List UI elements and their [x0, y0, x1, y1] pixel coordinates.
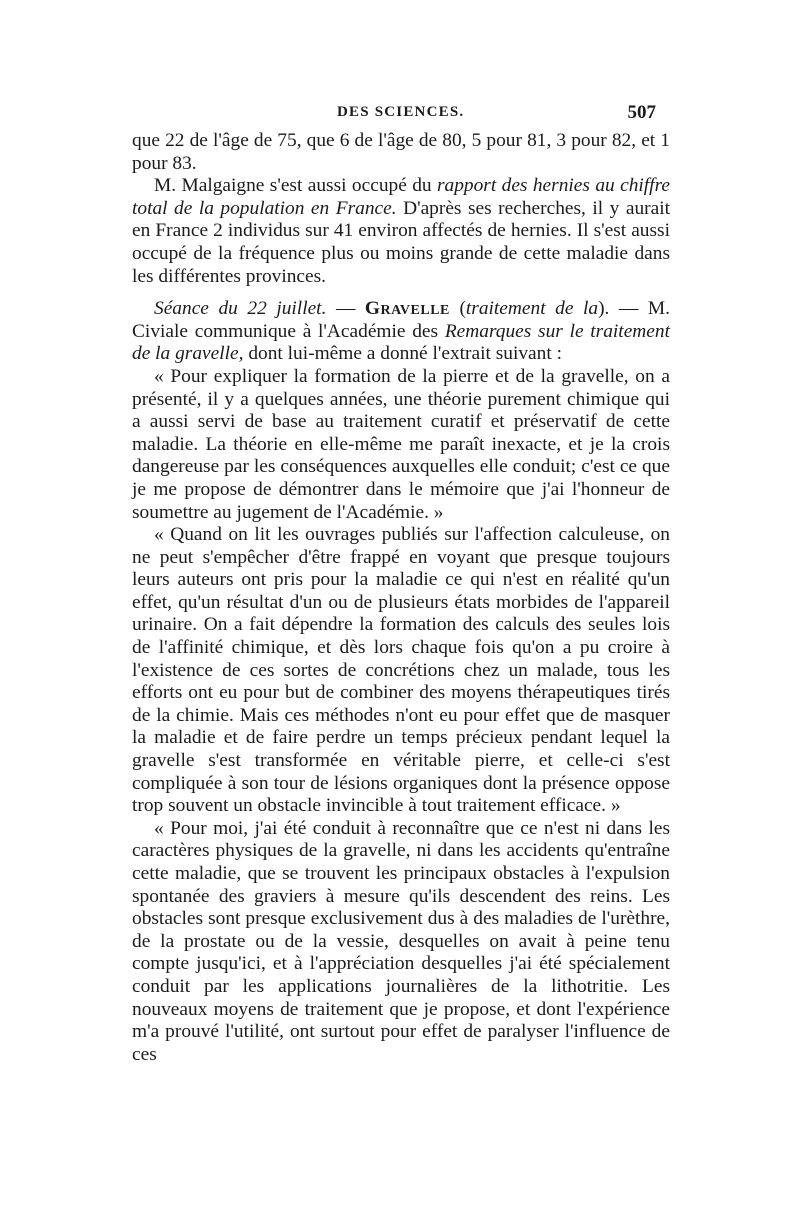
dash: —	[326, 298, 365, 320]
paragraph-malgaigne	[132, 175, 670, 288]
running-title: DES SCIENCES.	[337, 104, 465, 120]
paragraph-text: M. Malgaigne s'est aussi occupé du	[154, 175, 437, 197]
italic-title: Remarques sur le traitement de la gravelle,	[132, 320, 670, 365]
paragraph-text: D'après ses recherches, il y aurait en France 2 individus sur 41 environ affectés de hernies. Il s'est aussi occupé de la fréquence plus ou moins grande de cette maladie dans les différentes provinces.	[132, 197, 670, 287]
italic-title: rapport des hernies au chiffre total de la population en France.	[132, 175, 670, 219]
paren-open: (	[449, 298, 466, 320]
paragraph-text: « Pour moi, j'ai été conduit à reconnaître que ce n'est ni dans les caractères physiques de la gravelle, ni dans les accidents qu'entraîne cette maladie, que se trouvent les principaux obstacles à l'expulsion spontanée des graviers à mesure qu'ils descendent des reins. Les obstacles sont presque exclusivement dus à des maladies de l'urèthre, de la prostate ou de la vessie, desquelles on avait à peine tenu compte jusqu'ici, et à l'appréciation desquelles j'ai été spécialement conduit par les applications journalières de la lithotritie. Les nouveaux moyens de traitement que je propose, et dont l'expérience m'a prouvé l'utilité, ont surtout pour effet de paralyser l'influence de ces	[132, 817, 670, 1065]
page-number: 507	[627, 102, 656, 123]
paragraph-text: « Quand on lit les ouvrages publiés sur l'affection calculeuse, on ne peut s'empêcher d'être frappé en voyant que presque toujours leurs auteurs ont pris pour la maladie ce qui n'est en réalité qu'un effet, qu'un résultat d'un ou de plusieurs états morbides de l'appareil urinaire. On a fait dépendre la formation des calculs des seules lois de l'affinité chimique, et dès lors chaque fois qu'on a pu croire à l'existence de ces sortes de concrétions chez un malade, tous les efforts ont eu pour but de combiner des moyens thérapeutiques tirés de la chimie. Mais ces méthodes n'ont eu pour effet que de masquer la maladie et de faire perdre un temps précieux pendant lequel la gravelle s'est transformée en véritable pierre, et celle-ci s'est compliquée à son tour de lésions organiques dont la présence oppose trop souvent un obstacle invincible à tout traitement efficace. »	[132, 524, 670, 817]
running-head	[132, 104, 656, 128]
session-date: Séance du 22 juillet.	[154, 298, 327, 320]
paragraph-seance	[132, 298, 670, 366]
paragraph-text: ). — M. Civiale communique à l'Académie des	[132, 298, 670, 342]
paragraph-continuation	[132, 130, 670, 175]
paragraph-quote-1	[132, 366, 670, 524]
body-text	[132, 130, 670, 1066]
section-topic: Gravelle	[364, 298, 450, 320]
paragraph-text: « Pour expliquer la formation de la pierre et de la gravelle, on a présenté, il y a quelques années, une théorie purement chimique qui a aussi servi de base au traitement curatif et préservatif de cette maladie. La théorie en elle-même me paraît inexacte, et je la crois dangereuse par les conséquences auxquelles elle conduit; c'est ce que je me propose de démontrer dans le mémoire que j'ai l'honneur de soumettre au jugement de l'Académie. »	[132, 365, 670, 523]
paragraph-text: que 22 de l'âge de 75, que 6 de l'âge de 80, 5 pour 81, 3 pour 82, et 1 pour 83.	[132, 130, 670, 174]
paragraph-quote-3	[132, 818, 670, 1067]
section-subtopic: traitement de la	[465, 298, 599, 320]
paragraph-quote-2	[132, 524, 670, 818]
paragraph-text: dont lui-même a donné l'extrait suivant :	[243, 343, 562, 365]
